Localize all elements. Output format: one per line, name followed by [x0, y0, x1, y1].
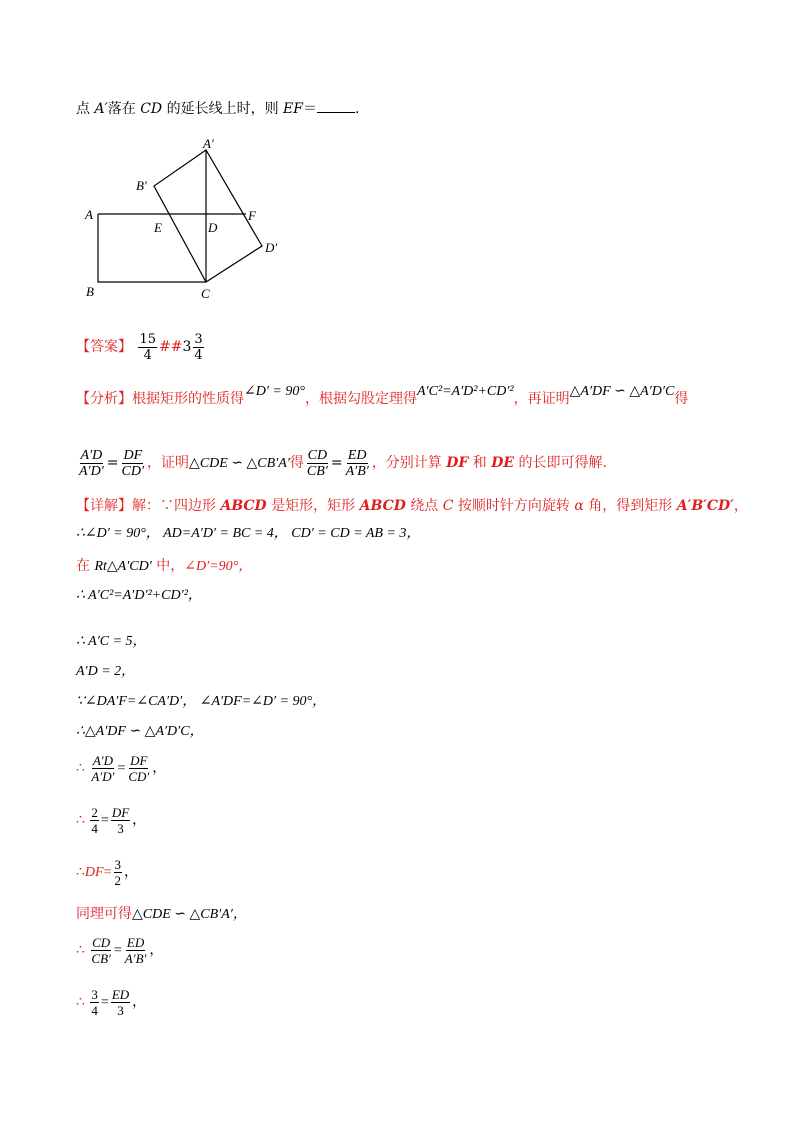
- detail-text: 同理可得: [76, 906, 132, 922]
- fraction: [114, 857, 123, 888]
- analysis-line-2: [76, 446, 607, 481]
- label-a-prime: A′: [203, 136, 214, 151]
- fraction-denominator: 2: [114, 873, 121, 889]
- fraction-numerator: 3: [114, 857, 121, 873]
- answer-fraction-1: [138, 332, 157, 363]
- detail-line-7: [76, 692, 326, 712]
- label-f: F: [248, 208, 256, 223]
- fraction-numerator: 15: [139, 331, 156, 347]
- point-a-prime: A′: [94, 101, 108, 117]
- equals-sign: =: [113, 943, 122, 958]
- detail-text: 角，得到矩形: [583, 498, 677, 514]
- segment-cd: CD: [140, 101, 163, 117]
- detail-text: 按顺时针方向旋转: [453, 498, 575, 514]
- label-d-prime: D′: [265, 240, 278, 255]
- answer-fraction-2: [193, 332, 203, 363]
- analysis-text: 得: [289, 455, 304, 471]
- therefore-symbol: ∴: [76, 865, 85, 880]
- comma: ，: [124, 865, 138, 880]
- detail-line-1: [76, 496, 748, 516]
- equals-sign: =: [106, 455, 119, 471]
- detail-text: ，: [733, 498, 748, 514]
- analysis-tag: 【分析】: [76, 391, 132, 407]
- therefore-symbol: ∴: [76, 995, 85, 1010]
- angle-alpha: α: [574, 498, 584, 514]
- detail-tag: 【详解】: [76, 498, 132, 514]
- fraction-numerator: 2: [91, 805, 98, 821]
- detail-text: 是矩形，矩形: [266, 498, 360, 514]
- detail-line-14: [76, 986, 146, 1020]
- label-c: C: [201, 286, 210, 301]
- segment-df: DF: [84, 865, 104, 880]
- segment-ef: EF: [283, 101, 303, 117]
- segment-df: DF: [446, 455, 469, 471]
- comma: ，: [132, 813, 147, 828]
- fraction: [306, 448, 329, 479]
- segment-de: DE: [491, 455, 515, 471]
- math-angles: ∵∠DA′F=∠CA′D′， ∠A′DF=∠D′ = 90°，: [76, 694, 327, 709]
- equals-sign: ＝: [302, 101, 317, 117]
- therefore-symbol: ∴: [76, 761, 85, 776]
- period: .: [354, 101, 360, 117]
- fraction-denominator: A′D′: [91, 769, 115, 785]
- math-similar-triangles: ∴△A′DF ∽ △A′D′C，: [76, 724, 204, 739]
- detail-text: 在: [76, 558, 95, 574]
- label-b-prime: B′: [136, 178, 147, 193]
- math-triangle: Rt△A′CD′: [94, 559, 152, 574]
- math-a-prime-c: ∴ A′C = 5，: [76, 634, 147, 649]
- equals-sign: =: [100, 813, 109, 828]
- fraction-numerator: ED: [347, 447, 367, 463]
- detail-line-5: [76, 632, 147, 652]
- fraction-denominator: CB′: [91, 951, 111, 967]
- fraction-numerator: ED: [111, 987, 130, 1003]
- fraction-numerator: CD: [307, 447, 328, 463]
- mixed-number-whole: 3: [182, 339, 192, 355]
- rectangle-a-prime-b-prime-c-d-prime: [154, 150, 262, 282]
- answer-blank: [317, 98, 355, 113]
- fraction-denominator: A′B′: [124, 951, 147, 967]
- detail-line-11: [76, 856, 138, 890]
- fraction-numerator: A′D: [92, 753, 114, 769]
- fraction-numerator: 3: [91, 987, 98, 1003]
- detail-line-8: [76, 722, 204, 742]
- equals-sign: =: [117, 761, 126, 776]
- fraction-numerator: DF: [123, 447, 143, 463]
- detail-line-9: [76, 752, 166, 786]
- fraction-denominator: 3: [117, 1003, 124, 1019]
- fraction-denominator: CD′: [128, 769, 150, 785]
- question-text: 的延长线上时，则: [162, 101, 284, 117]
- rectangle-abcd-edges: [98, 214, 206, 282]
- fraction-denominator: 4: [91, 821, 98, 837]
- detail-line-13: [76, 934, 163, 968]
- detail-line-3: [76, 556, 252, 577]
- analysis-text: 和: [468, 455, 492, 471]
- rect-rotated: A′B′CD′: [676, 498, 734, 514]
- fraction: [90, 805, 99, 836]
- question-text: 落在: [107, 101, 141, 117]
- fraction: [121, 448, 146, 479]
- math-angle: ∠D′=90°，: [184, 559, 253, 574]
- fraction-denominator: CD′: [121, 463, 145, 479]
- fraction-numerator: A′D: [80, 447, 103, 463]
- analysis-text: ，分别计算: [371, 455, 447, 471]
- fraction: [111, 805, 130, 836]
- fraction: [90, 753, 115, 784]
- fraction-denominator: 4: [194, 347, 203, 363]
- fraction-denominator: 3: [117, 821, 124, 837]
- analysis-text: 得: [674, 391, 689, 407]
- rect-abcd: ABCD: [220, 498, 267, 514]
- fraction-denominator: 4: [143, 347, 152, 363]
- fraction-denominator: A′B′: [345, 463, 369, 479]
- equals-sign: =: [330, 455, 343, 471]
- math-pythagorean: A′C²=A′D²+CD′²: [416, 384, 514, 399]
- fraction: [345, 448, 370, 479]
- fraction-numerator: DF: [130, 753, 148, 769]
- analysis-text: ，根据勾股定理得: [304, 391, 417, 407]
- detail-text: 解：∵四边形: [132, 498, 221, 514]
- fraction-numerator: CD: [92, 935, 111, 951]
- fraction: [124, 935, 148, 966]
- detail-line-6: [76, 662, 135, 682]
- fraction-denominator: 4: [91, 1003, 98, 1019]
- answer-tag: 【答案】: [76, 339, 132, 355]
- question-line: [76, 98, 359, 119]
- comma: ，: [152, 761, 167, 776]
- fraction-numerator: ED: [126, 935, 145, 951]
- rect-abcd: ABCD: [359, 498, 406, 514]
- detail-line-12: [76, 904, 247, 925]
- fraction-numerator: DF: [111, 805, 130, 821]
- math-angle-d-prime: ∠D′ = 90°: [244, 384, 305, 399]
- fraction-denominator: CB′: [306, 463, 328, 479]
- geometry-figure: [76, 136, 316, 306]
- math-pythagorean: ∴ A′C²=A′D′²+CD′²，: [76, 588, 202, 603]
- therefore-symbol: ∴: [76, 813, 85, 828]
- math-similar-triangles: △CDE ∽ △CB′A′: [189, 456, 290, 471]
- answer-line: [76, 330, 206, 364]
- detail-line-2: [76, 524, 420, 544]
- analysis-text: 根据矩形的性质得: [132, 391, 244, 407]
- question-text: 点: [76, 101, 95, 117]
- fraction: [111, 987, 130, 1018]
- detail-line-10: [76, 804, 146, 838]
- math-equations: ∴∠D′ = 90°， AD=A′D′ = BC = 4， CD′ = CD = AB = 3，: [76, 526, 421, 541]
- fraction-numerator: 3: [194, 331, 203, 347]
- equals-sign: =: [103, 865, 112, 880]
- label-b: B: [86, 284, 94, 299]
- comma: ，: [132, 995, 147, 1010]
- label-a: A: [85, 207, 93, 222]
- answer-separator: ##: [159, 339, 183, 355]
- math-a-prime-d: A′D = 2，: [76, 664, 136, 679]
- label-e: E: [154, 220, 162, 235]
- math-similar-triangles: △CDE ∽ △CB′A′，: [132, 907, 247, 922]
- detail-text: 绕点: [405, 498, 443, 514]
- math-similar-triangles: △A′DF ∽ △A′D′C: [569, 384, 675, 399]
- label-d: D: [208, 220, 218, 235]
- analysis-line-1: [76, 386, 688, 413]
- comma: ，: [149, 943, 164, 958]
- equals-sign: =: [100, 995, 109, 1010]
- fraction: [78, 448, 105, 479]
- detail-line-4: [76, 586, 202, 606]
- point-c: C: [442, 498, 454, 514]
- fraction-denominator: A′D′: [79, 463, 104, 479]
- fraction: [90, 987, 99, 1018]
- fraction: [127, 753, 150, 784]
- analysis-text: ，证明: [147, 455, 190, 471]
- therefore-symbol: ∴: [76, 943, 85, 958]
- detail-text: 中，: [151, 558, 185, 574]
- analysis-text: ，再证明: [513, 391, 570, 407]
- analysis-text: 的长即可得解.: [514, 455, 607, 471]
- fraction: [90, 935, 111, 966]
